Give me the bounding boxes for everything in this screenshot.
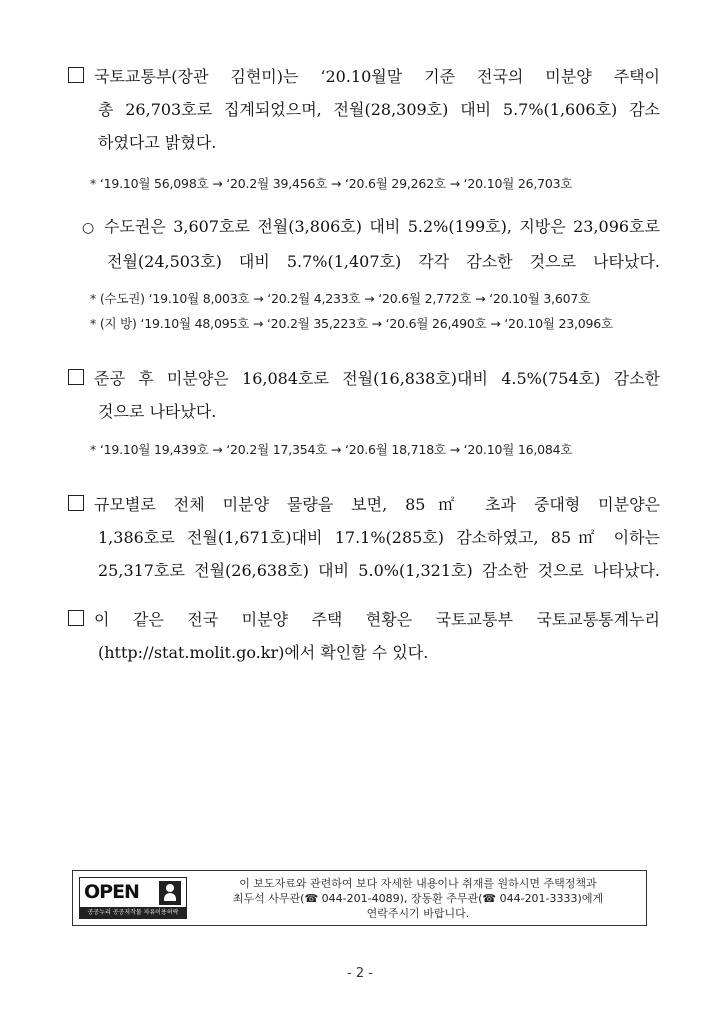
p4-line2: (http://stat.molit.go.kr)에서 확인할 수 있다. <box>98 643 429 662</box>
p3-line1: 규모별로 전체 미분양 물량을 보면, 85㎡ 초과 중대형 미분양은 <box>94 495 660 514</box>
p3-line3: 25,317호로 전월(26,638호) 대비 5.0%(1,321호) 감소한 것으로 나타났다. <box>98 561 660 580</box>
paragraph-unsold-total <box>68 60 660 159</box>
footnote-trend-total: * ‘19.10월 56,098호 → ‘20.2월 39,456호 → ‘20.6월 29,262호 → ‘20.10월 26,703호 <box>90 176 573 191</box>
contact-line2: 최두석 사무관(☎ 044-201-4089), 장동환 주무관(☎ 044-201-3333)에게 <box>232 892 604 905</box>
p3-line2: 1,386호로 전월(1,671호)대비 17.1%(285호) 감소하였고, 85㎡ 이하는 <box>98 528 660 547</box>
sub1-line1: 수도권은 3,607호로 전월(3,806호) 대비 5.2%(199호), 지방은 23,096호로 <box>104 217 660 236</box>
p2-line2: 것으로 나타났다. <box>98 402 217 421</box>
p2-line1: 준공 후 미분양은 16,084호로 전월(16,838호)대비 4.5%(754호) 감소한 <box>94 369 660 388</box>
contact-info <box>195 876 641 921</box>
p1-line1: 국토교통부(장관 김현미)는 ‘20.10월말 기준 전국의 미분양 주택이 <box>94 67 660 86</box>
contact-footer-box <box>72 870 647 926</box>
paragraph-statistics-source <box>68 603 660 669</box>
checkbox-square-icon <box>68 495 84 511</box>
paragraph-by-size <box>68 488 660 587</box>
open-license-logo <box>79 877 187 919</box>
footnote-trend-completed: * ‘19.10월 19,439호 → ‘20.2월 17,354호 → ‘20.6월 18,718호 → ‘20.10월 16,084호 <box>90 442 573 457</box>
open-logo-text: OPEN <box>84 881 139 903</box>
p4-line1: 이 같은 전국 미분양 주택 현황은 국토교통부 국토교통통계누리 <box>94 610 660 629</box>
contact-line3: 연락주시기 바랍니다. <box>366 907 470 920</box>
p1-line2: 총 26,703호로 집계되었으며, 전월(28,309호) 대비 5.7%(1,606호) 감소 <box>98 100 660 119</box>
checkbox-square-icon <box>68 610 84 626</box>
contact-line1: 이 보도자료와 관련하여 보다 자세한 내용이나 취재를 원하시면 주택정책과 <box>239 877 597 890</box>
checkbox-square-icon <box>68 67 84 83</box>
paragraph-completed-unsold <box>68 362 660 428</box>
open-logo-caption: 공공누리 공공저작물 자유이용허락 <box>80 907 186 918</box>
circle-bullet-icon: ○ <box>82 220 95 236</box>
checkbox-square-icon <box>68 369 84 385</box>
footnote-trend-capital: * (수도권) ‘19.10월 8,003호 → ‘20.2월 4,233호 → ‘20.6월 2,772호 → ‘20.10월 3,607호 <box>90 291 590 306</box>
p1-line3: 하였다고 밝혔다. <box>98 133 217 152</box>
sub1-line2: 전월(24,503호) 대비 5.7%(1,407호) 각각 감소한 것으로 나타났다. <box>107 252 660 271</box>
person-icon <box>159 881 181 905</box>
footnote-trend-provinces: * (지 방) ‘19.10월 48,095호 → ‘20.2월 35,223호 → ‘20.6월 26,490호 → ‘20.10월 23,096호 <box>90 316 613 331</box>
page-number: - 2 - <box>347 966 373 981</box>
paragraph-region <box>82 210 660 278</box>
